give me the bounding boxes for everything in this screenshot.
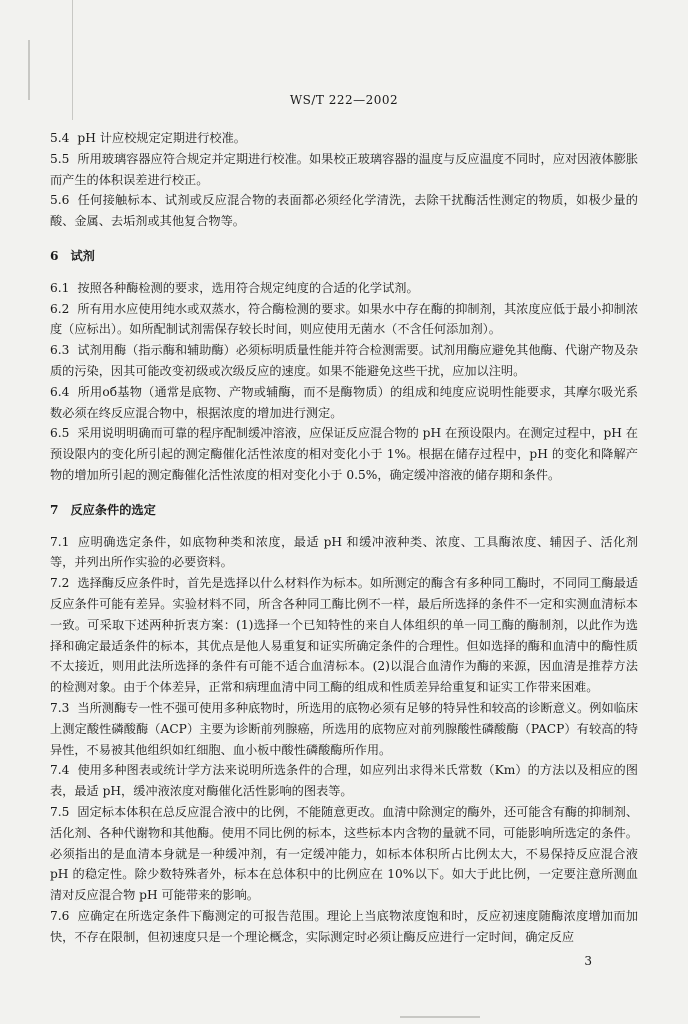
standard-code-header: WS/T 222—2002 bbox=[289, 93, 399, 107]
clause-7-6 bbox=[50, 906, 638, 948]
section-number: 7 bbox=[50, 502, 59, 517]
clause-text: pH 计应校规定定期进行校准。 bbox=[77, 131, 246, 145]
clause-number: 5.5 bbox=[50, 151, 70, 166]
clause-text: 固定标本体积在总反应混合液中的比例，不能随意更改。血清中除测定的酶外，还可能含有酶的抑制剂、活化剂、各种代谢物和其他酶。使用不同比例的标本，这些标本内含物的量就不同，可能影响所选定的条件。必须指出的是血清本身就是一种缓冲剂，有一定缓冲能力，如标本体积所占比例太大，不易保持反应混合液 pH 的稳定性。除少数特殊者外，标本在总体积中的比例应在 10%以下。如大于此比例，一定要注意所测血清对反应混合物 pH 可能带来的影响。 bbox=[50, 804, 639, 903]
clause-6-2 bbox=[50, 299, 638, 341]
clause-text: 应确定在所选定条件下酶测定的可报告范围。理论上当底物浓度饱和时，反应初速度随酶浓度增加而加快，不存在限制，但初速度只是一个理论概念，实际测定时必须让酶反应进行一定时间，确定反应 bbox=[50, 908, 638, 944]
clause-number: 7.3 bbox=[50, 700, 70, 715]
clause-text: 按照各种酶检测的要求，选用符合规定纯度的合适的化学试剂。 bbox=[77, 280, 419, 295]
clause-number: 7.2 bbox=[50, 576, 70, 591]
clause-number: 5.4 bbox=[50, 131, 70, 145]
clause-number: 6.5 bbox=[50, 426, 70, 441]
document-body bbox=[50, 128, 638, 947]
clause-number: 6.3 bbox=[50, 343, 70, 358]
clause-number: 7.6 bbox=[50, 908, 70, 923]
clause-text: 所用об基物（通常是底物、产物或辅酶，而不是酶物质）的组成和纯度应说明性能要求，其摩尔吸光系数必须在终反应混合物中，根据浓度的增加进行测定。 bbox=[50, 384, 638, 420]
clause-6-5 bbox=[50, 423, 638, 485]
scan-artifact-edge bbox=[28, 40, 30, 100]
clause-text: 应明确选定条件，如底物种类和浓度，最适 pH 和缓冲液种类、浓度、工具酶浓度、辅因子、活化剂等，并列出所作实验的必要资料。 bbox=[50, 534, 638, 570]
clause-text: 任何接触标本、试剂或反应混合物的表面都必须经化学清洗，去除干扰酶活性测定的物质，如极少量的酸、金属、去垢剂或其他复合物等。 bbox=[50, 193, 638, 229]
section-number: 6 bbox=[50, 248, 59, 263]
clause-number: 7.4 bbox=[50, 763, 70, 778]
page-number: 3 bbox=[584, 954, 592, 968]
clause-5-6 bbox=[50, 190, 638, 232]
clause-number: 6.2 bbox=[50, 301, 70, 316]
clause-5-5 bbox=[50, 149, 638, 191]
section-6-heading bbox=[50, 246, 638, 267]
clause-6-1 bbox=[50, 278, 638, 299]
clause-text: 使用多种图表或统计学方法来说明所选条件的合理，如应列出求得米氏常数（Km）的方法以及相应的图表，最适 pH，缓冲液浓度对酶催化活性影响的图表等。 bbox=[50, 763, 638, 799]
clause-number: 6.4 bbox=[50, 384, 70, 399]
clause-text: 所用玻璃容器应符合规定并定期进行校准。如果校正玻璃容器的温度与反应温度不同时，应对因液体膨胀而产生的体积误差进行校正。 bbox=[50, 151, 639, 187]
clause-number: 7.5 bbox=[50, 804, 70, 819]
clause-6-3 bbox=[50, 340, 638, 382]
clause-number: 5.6 bbox=[50, 193, 70, 208]
clause-text: 当所测酶专一性不强可使用多种底物时，所选用的底物必须有足够的特异性和较高的诊断意义。例如临床上测定酸性磷酸酶（ACP）主要为诊断前列腺癌，所选用的底物应对前列腺酸性磷酸酶（PACP）有较高的特异性，不易被其他组织如红细胞、血小板中酸性磷酸酶所作用。 bbox=[50, 700, 639, 757]
section-title: 试剂 bbox=[70, 248, 95, 263]
clause-7-3 bbox=[50, 698, 638, 760]
clause-6-4 bbox=[50, 382, 638, 424]
clause-7-4 bbox=[50, 760, 638, 802]
clause-text: 选择酶反应条件时，首先是选择以什么材料作为标本。如所测定的酶含有多种同工酶时，不同同工酶最适反应条件可能有差异。实验材料不同，所含各种同工酶比例不一样，最后所选择的条件不一定和实测血清标本一致。可采取下述两种折衷方案：(1)选择一个已知特性的来自人体组织的单一同工酶的酶制剂，以此作为选择和确定最适条件的标本，其优点是他人易重复和证实所确定条件的合理性。但如选择的酶和血清中的酶性质不太接近，则用此法所选择的条件有可能不适合血清标本。(2)以混合血清作为酶的来源，因血清是推荐方法的检测对象。由于个体差异，正常和病理血清中同工酶的组成和性质差异给重复和证实工作带来困难。 bbox=[50, 576, 639, 695]
clause-number: 6.1 bbox=[50, 280, 70, 295]
section-title: 反应条件的选定 bbox=[70, 502, 156, 517]
clause-5-4 bbox=[50, 128, 638, 149]
clause-text: 试剂用酶（指示酶和辅助酶）必须标明质量性能并符合检测需要。试剂用酶应避免其他酶、代谢产物及杂质的污染，因其可能改变初级或次级反应的速度。如果不能避免这些干扰，应加以注明。 bbox=[50, 343, 639, 378]
clause-text: 采用说明明确而可靠的程序配制缓冲溶液，应保证反应混合物的 pH 在预设限内。在测定过程中，pH 在预设限内的变化所引起的测定酶催化活性浓度的相对变化小于 1%。根据在储存过程中，pH 的变化和降解产物的增加所引起的测定酶催化活性浓度的相对变化小于 0.5%，确定缓冲溶液的储存期和条件。 bbox=[50, 426, 638, 482]
clause-text: 所有用水应使用纯水或双蒸水，符合酶检测的要求。如果水中存在酶的抑制剂，其浓度应低于最小抑制浓度（应标出）。如所配制试剂需保存较长时间，则应使用无菌水（不含任何添加剂）。 bbox=[50, 301, 639, 337]
clause-number: 7.1 bbox=[50, 534, 70, 549]
clause-7-5 bbox=[50, 802, 638, 906]
clause-7-1 bbox=[50, 532, 638, 574]
section-7-heading bbox=[50, 500, 638, 521]
clause-7-2 bbox=[50, 573, 638, 698]
scan-artifact-bottom bbox=[400, 1016, 480, 1018]
